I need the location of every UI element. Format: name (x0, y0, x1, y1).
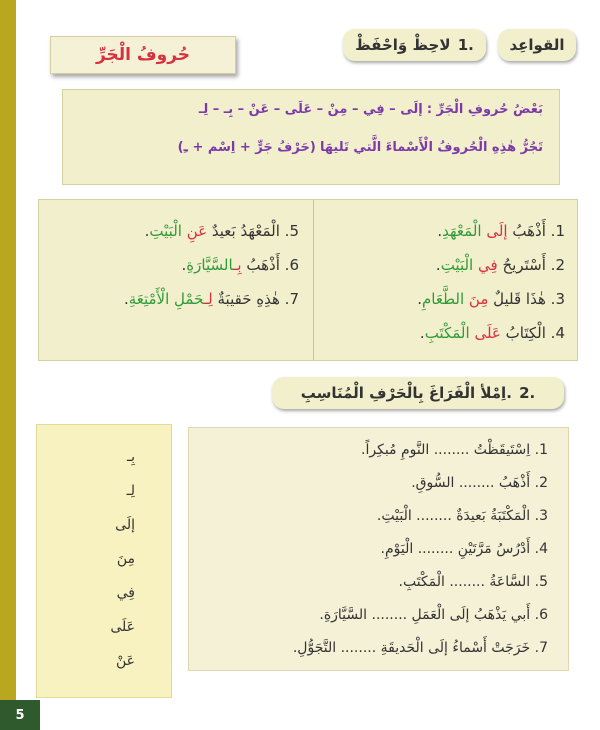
observe-heading (343, 29, 486, 61)
example-preposition: فِي (478, 256, 498, 274)
example-punct: . (144, 222, 150, 240)
example-preposition: مِنَ (468, 290, 489, 308)
sentence[interactable]: 5. السَّاعَةُ ........ الْمَكْتَبِ. (398, 574, 548, 590)
example-number: 4. (550, 324, 565, 342)
fill-number: 2. (519, 384, 536, 402)
side-strip (0, 0, 16, 730)
example-noun: الْبَيْتِ (149, 222, 182, 240)
example-punct: . (417, 290, 422, 308)
rule-line-1 (199, 100, 543, 120)
example-number: 1. (550, 222, 565, 240)
example-preposition: إلَى (486, 222, 508, 240)
topic-title-card: حُروفُ الْجَرِّ (50, 36, 236, 74)
example-number: 2. (550, 256, 565, 274)
sentence[interactable]: 4. أَدْرُسُ مَرَّتَيْنِ ........ الْيَوْمِ. (380, 541, 548, 557)
example-noun: حَمْلِ الْأَمْتِعَةِ (128, 290, 204, 308)
word-bank-item[interactable]: عَلَى (110, 619, 135, 635)
example-preposition: بِـ (233, 256, 242, 274)
word-bank-item[interactable]: عَنْ (115, 653, 135, 669)
example-text: الْكِتَابُ (505, 324, 546, 342)
rules-tab[interactable]: القواعِد (498, 29, 576, 61)
sentence[interactable]: 6. أَبي يَذْهَبُ إلَى الْعَمَلِ ........ السَّيَّارَةِ. (319, 607, 548, 623)
example-number: 5. (284, 222, 299, 240)
example-text: الْمَعْهَدُ بَعيدٌ (211, 222, 280, 240)
example-punct: . (437, 222, 443, 240)
rule-prefix: بَعْضُ حُروفِ الْجَرِّ : (426, 102, 543, 117)
word-bank-item[interactable]: بِـ (127, 449, 135, 465)
example-text: هٰذِهِ حَقيبَةٌ (217, 290, 280, 308)
example-noun: الطَّعَامِ (421, 290, 465, 308)
observe-label: لاحِظْ وَاحْفَظْ (355, 36, 451, 54)
example-text: أَسْتَريحُ (502, 256, 546, 274)
example-preposition: عَنِ (186, 222, 208, 240)
sentence[interactable]: 1. اِسْتَيقَظْتُ ........ النَّومِ مُبكِراً. (361, 442, 548, 458)
example-text: هٰذَا قَليلٌ (493, 290, 546, 308)
example-noun: الْمَعْهَدِ (442, 222, 482, 240)
example-line (315, 214, 565, 248)
example-punct: . (181, 256, 187, 274)
example-line (315, 316, 565, 350)
word-bank-item[interactable]: لِـ (126, 483, 135, 499)
example-noun: الْمَكْتَبِ (424, 324, 470, 342)
example-punct: . (123, 290, 129, 308)
examples-right-column (315, 214, 565, 350)
example-line (315, 282, 565, 316)
sentence[interactable]: 2. أَذْهَبُ ........ السُّوقِ. (411, 475, 548, 491)
example-preposition: عَلَى (474, 324, 501, 342)
rule-line-2 (178, 138, 543, 158)
example-number: 3. (550, 290, 565, 308)
word-bank-item[interactable]: فِي (116, 585, 135, 601)
examples-box (38, 199, 578, 361)
rule-text: تَجُرُّ هٰذِهِ الْحُروفُ الْأَسْماءَ الَّتي تَليهَا (319, 140, 543, 155)
rule-formula: (حَرْفُ جَرٍّ + اِسْم + ـِ) (177, 140, 316, 155)
example-number: 7. (284, 290, 299, 308)
examples-left-column (49, 214, 299, 316)
example-preposition: لِـ (203, 290, 213, 308)
preposition-list: إلَى – فِي – مِنْ – عَلَى – عَنْ – بِـ – لِـ (198, 102, 423, 117)
word-bank-item[interactable]: مِنَ (116, 551, 135, 567)
example-noun: السَّيَّارَةِ (186, 256, 234, 274)
example-line (315, 248, 565, 282)
observe-number: 1. (457, 36, 474, 54)
rule-box (62, 89, 560, 185)
examples-divider (313, 200, 314, 360)
example-number: 6. (284, 256, 299, 274)
example-line (49, 214, 299, 248)
sentence[interactable]: 3. الْمَكْتَبَةُ بَعيدَةٌ ........ الْبَيْتِ. (376, 508, 548, 524)
sentences-box (188, 427, 569, 671)
sentence[interactable]: 7. خَرَجَتْ أَسْماءُ إلَى الْحَديقَةِ ........ التَّجَوُّلِ. (292, 640, 548, 656)
example-punct: . (435, 256, 441, 274)
example-line (49, 282, 299, 316)
word-bank (36, 424, 172, 698)
example-text: أَذْهَبُ (246, 256, 280, 274)
example-text: أَذْهَبُ (512, 222, 546, 240)
fill-label: اِمْلأ الْفَرَاغَ بِالْحَرْفِ الْمُنَاسِبِ. (300, 384, 512, 402)
fill-blank-heading (272, 377, 564, 409)
example-line (49, 248, 299, 282)
example-punct: . (419, 324, 425, 342)
word-bank-item[interactable]: إلَى (115, 517, 135, 533)
example-noun: الْبَيْتِ (440, 256, 474, 274)
page-number: 5 (0, 700, 40, 730)
